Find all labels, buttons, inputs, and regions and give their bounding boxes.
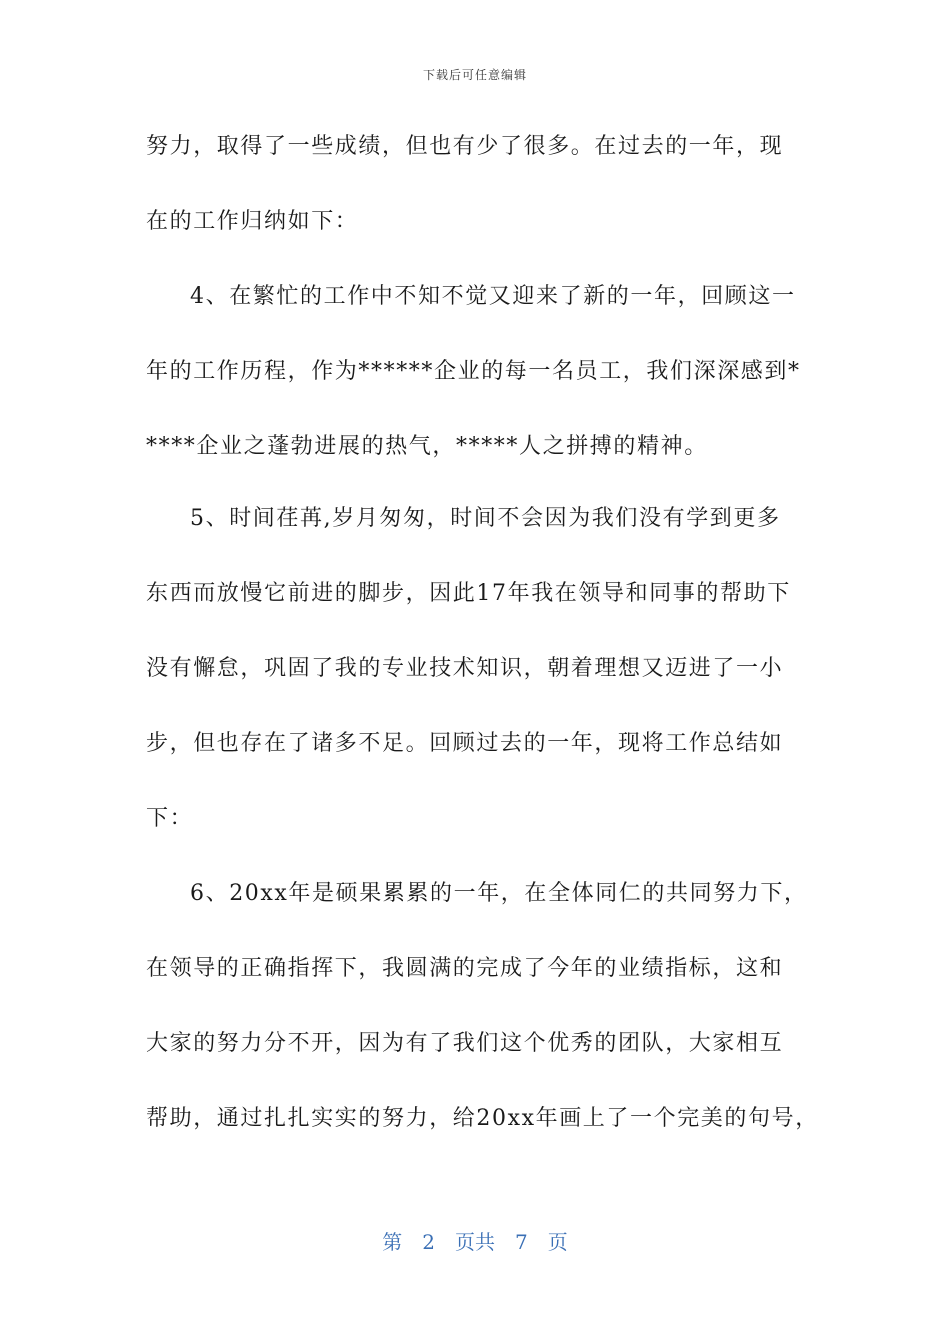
text-line: 帮助，通过扎扎实实的努力，给20xx年画上了一个完美的句号， [146, 1106, 819, 1131]
text-line: 东西而放慢它前进的脚步，因此17年我在领导和同事的帮助下 [146, 581, 791, 606]
page-label-middle: 页共 [455, 1230, 495, 1254]
total-pages: 7 [515, 1230, 528, 1254]
text-line: 没有懈怠，巩固了我的专业技术知识，朝着理想又迈进了一小 [146, 656, 784, 681]
text-line: 6、20xx年是硕果累累的一年，在全体同仁的共同努力下， [190, 881, 808, 906]
text-line: 步，但也存在了诸多不足。回顾过去的一年，现将工作总结如 [146, 731, 784, 756]
page-header-note: 下载后可任意编辑 [422, 68, 527, 82]
page-label-prefix: 第 [382, 1230, 403, 1254]
text-line: ****企业之蓬勃进展的热气，*****人之拼搏的精神。 [146, 434, 708, 459]
text-line: 在的工作归纳如下： [146, 209, 359, 234]
text-line: 4、在繁忙的工作中不知不觉又迎来了新的一年，回顾这一 [190, 284, 796, 309]
page-footer [0, 1226, 950, 1255]
page-number: 2 [422, 1230, 435, 1254]
text-line: 5、时间荏苒,岁月匆匆，时间不会因为我们没有学到更多 [190, 506, 781, 531]
text-line: 大家的努力分不开，因为有了我们这个优秀的团队，大家相互 [146, 1031, 784, 1056]
page-label-suffix: 页 [547, 1230, 568, 1254]
text-line: 在领导的正确指挥下，我圆满的完成了今年的业绩指标，这和 [146, 956, 784, 981]
text-line: 下： [146, 806, 194, 831]
text-line: 努力，取得了一些成绩，但也有少了很多。在过去的一年，现 [146, 134, 784, 159]
text-line: 年的工作历程，作为******企业的每一名员工，我们深深感到* [146, 359, 801, 384]
